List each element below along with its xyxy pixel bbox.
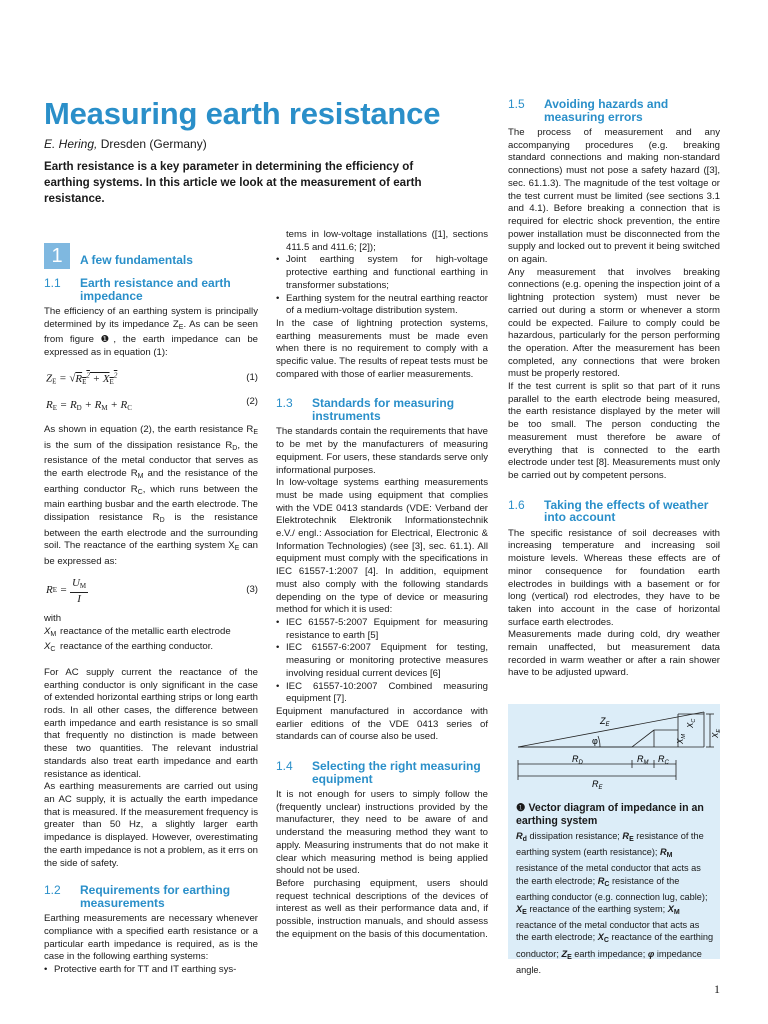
- caption-text: resistance of the earthing conductor (e.g. connection lug, cable);: [516, 875, 708, 902]
- column-2: [276, 229, 488, 941]
- list-item: • Protective earth for TT and IT earthing sys-: [44, 964, 258, 977]
- list-1-2-part1: [44, 964, 258, 977]
- list-1-3: [276, 617, 488, 706]
- paragraph-1-1-c: For AC supply current the reactance of the earthing conductor is only significant in the case of extended horizontal earthing strips or long earth rods. In all other cases, the difference between earth impedance and earth resistance is so small that frequently no distinction is made between these two quantities. The relevant industrial standards also treat earth impedance and earth resistance as identical.: [44, 666, 258, 780]
- caption-symbol: $X_M$: [667, 904, 680, 917]
- symbol-definitions: $X_M$ reactance of the metallic earth electrode $X_C$ reactance of the earthing conductor.: [44, 626, 258, 657]
- paragraph-1-3-c: Equipment manufactured in accordance with earlier editions of the VDE 0413 series of standards can of course also be used.: [276, 705, 488, 743]
- page-number: 1: [714, 982, 720, 996]
- author-place: Dresden (Germany): [97, 137, 207, 151]
- figure-caption: [516, 802, 714, 976]
- label-re: $R_E$: [592, 779, 603, 791]
- column-3: [508, 98, 720, 680]
- paragraph-1-5-b: Any measurement that involves breaking connections (e.g. opening the inspection joint of a lightning protection system) must never be carried out during a storm or whenever a storm could be expected. Failure to comply could be hazardous, particularly for the person performing the operation. After the measurement has been completed, any connections that were broken must be properly restored.: [508, 266, 720, 380]
- caption-text: reactance of the earthing conductor;: [516, 932, 714, 959]
- label-xm: $X_M$: [676, 734, 687, 744]
- vector-rd-angle: [632, 730, 654, 747]
- label-phi: φ: [592, 736, 598, 746]
- caption-symbol: φ: [647, 948, 655, 959]
- caption-text: earth impedance;: [571, 948, 648, 959]
- figure-legend: [516, 830, 714, 976]
- author-name: E. Hering,: [44, 137, 98, 151]
- caption-symbol: $R_E$: [622, 831, 634, 843]
- author-line: [44, 137, 207, 151]
- label-ze: $Z_E$: [600, 716, 610, 728]
- section-1-header: [44, 243, 258, 269]
- paragraph-1-1-d: As earthing measurements are carried out using an AC supply, it is actually the earth impedance that is measured. If the measurement frequency is greater than 50 Hz, a slightly larger earth impedance is displayed. However, overestimating the earth impedance is not a problem, as it errs on the side of safety.: [44, 781, 258, 869]
- section-1-title: A few fundamentals: [80, 253, 193, 268]
- paragraph-1-1-b: As shown in equation (2), the earth resistance $R_E$ is the sum of the dissipation resistance $R_D$, the resistance of the metal conductor that serves as the earth electrode $R_M$ and the resistance of the earthing conductor $R_C$, which runs between the main earthing busbar and the earth electrode. The dissipation resistance $R_D$ is the resistance between the earth electrode and the surrounding soil. The reactance of the earthing system $X_E$ can be expressed as:: [44, 423, 259, 568]
- vector-diagram: [508, 704, 720, 802]
- caption-symbol: $R_d$: [516, 831, 527, 843]
- caption-symbol: $X_E$: [516, 904, 527, 917]
- section-1-1-heading: [44, 277, 258, 302]
- paragraph-1-3-b: In low-voltage systems earthing measurements must be made using equipment that complies with the VDE 0413 standards (VDE: Verband der Elektrotechnik Elektronik Informationstechnik e.V./ engl.: Association for Electrical, Electronic & Information Technologies) (see [3], sec. 61.1). All equipment must comply with the specifications in IEC 61557-1:2007 [4]. In addition, equipment must also comply with the following standards depending on the type of device or measuring method for which it is used:: [276, 477, 488, 616]
- caption-text: resistance of the earthing system (earth resistance);: [516, 831, 704, 858]
- xm-definition: reactance of the metallic earth electrode: [60, 625, 231, 637]
- paragraph-1-5-a: The process of measurement and any accompanying procedures (e.g. breaking standard connections and making non-standard connections) must not pose a safety hazard ([3], sec. 61.1.3). The magnitude of the test voltage or the test current must be limited (see sections 3.1 and 4.1). Before breaking a connection that is required for electric shock prevention, the entire power installation must be disconnected from the supply and locked out to prevent it being switched on again.: [508, 127, 720, 266]
- section-1-4-heading: 1.4 Selecting the right measuring equipment: [276, 759, 481, 786]
- paragraph-1-6-b: Measurements made during cold, dry weather remain unaffected, but measurement data recorded in warm weather or after a rain shower have to be adjusted upward.: [508, 629, 720, 679]
- caption-text: reactance of the metal conductor that acts as the earth electrode;: [516, 920, 700, 943]
- caption-text: impedance angle.: [516, 948, 702, 975]
- paragraph-1-2-a: Earthing measurements are necessary whenever compliance with a specified earth resistance or a particular earth impedance is required, as is the case in the following earthing systems:: [44, 913, 258, 963]
- paragraph-1-4-a: It is not enough for users to simply follow the (frequently unclear) instructions provided by the manufacturer, they need to be aware of and understand the measuring method they want to apply. Measuring instruments that do not make it clear which measuring method is being applied should not be used.: [276, 789, 488, 877]
- paragraph-1-3-a: The standards contain the requirements that have to be met by the manufacturers of measuring equipment. For users, these standards serve only informational purposes.: [276, 426, 488, 476]
- section-1-2-heading: 1.2 Requirements for earthing measurements: [44, 883, 231, 910]
- section-1-6-heading: 1.6 Taking the effects of weather into account: [508, 497, 709, 525]
- section-1-5-heading: 1.5 Avoiding hazards and measuring errors: [508, 97, 669, 124]
- section-1-1-number: 1.1: [44, 276, 61, 290]
- with-label: with: [44, 612, 62, 624]
- caption-symbol: $Z_E$: [561, 948, 572, 961]
- list-item: • Joint earthing system for high-voltage protective earthing and functional earthing in transformer substations;: [276, 254, 488, 292]
- paragraph-1-2-b: In the case of lightning protection systems, earthing measurements must be made even when there is no requirement to comply with a specific value. The results of repeat tests must be compared with those of earlier measurements.: [276, 317, 488, 380]
- caption-text: resistance of the metal conductor that acts as the earth electrode;: [516, 863, 701, 886]
- figure-1-box: [508, 704, 722, 975]
- caption-symbol: $X_C$: [597, 932, 609, 945]
- list-item: tems in low-voltage installations ([1], sections 411.5 and 411.6; [2]);: [286, 229, 488, 253]
- equation-3-number: (3): [246, 584, 258, 596]
- list-item: • IEC 61557-10:2007 Combined measuring equipment [7].: [276, 681, 488, 706]
- label-xe: $X_E$: [711, 728, 722, 738]
- equation-1: $Z_E = √R_E^2 + X_E^2$ (1): [46, 371, 258, 386]
- paragraph-1-6-a: The specific resistance of soil decreases with increasing temperature and increasing soil moisture levels. Whereas these effects are of minor consequence for foundation earth electrodes in buildings with a basement or for long (vertical) rod electrodes, they have to be taken into account in the case of horizontal surface earth electrodes.: [508, 527, 720, 628]
- label-rc: $R_C$: [658, 754, 669, 766]
- caption-text: reactance of the earthing system;: [526, 904, 668, 915]
- label-rm: $R_M$: [637, 754, 649, 766]
- angle-arc: [598, 736, 600, 747]
- paragraph-1-1-a: The efficiency of an earthing system is principally determined by its impedance $Z_E$. As can be seen from figure ❶, the earth impedance can be expressed as in equation (1):: [44, 306, 258, 359]
- article-title: Measuring earth resistance: [44, 96, 441, 131]
- figure-title: ❶ Vector diagram of impedance in an earthing system: [516, 802, 704, 827]
- paragraph-1-5-c: If the test current is split so that part of it runs parallel to the earth electrode being measured, the earth resistance displayed by the meter will be too small. The person conducting the measurement must therefore be aware of everything that is connected to the earth electrode under test [8]. Measurements must only be carried out by competent persons.: [508, 381, 720, 481]
- section-1-number: 1: [44, 243, 70, 269]
- lead-paragraph: Earth resistance is a key parameter in determining the efficiency of earthing systems. In this article we look at the measurement of earth resistance.: [44, 160, 422, 205]
- paragraph-1-4-b: Before purchasing equipment, users should request technical descriptions of the devices of interest as well as their performance data and, if possible, instruction manuals, and should assess the equipment on the basis of this documentation.: [276, 877, 488, 940]
- equation-2: $R_E = R_D + R_M + R_C$ (2): [46, 395, 258, 412]
- equation-1-number: (1): [246, 372, 258, 384]
- caption-symbol: $R_M$: [660, 847, 673, 860]
- list-item: • IEC 61557-6:2007 Equipment for testing, measuring or monitoring protective measures involving residual current devices [6]: [276, 642, 488, 680]
- caption-text: dissipation resistance;: [526, 831, 623, 841]
- equation-3: R E = $U_M$ I (3): [46, 576, 258, 605]
- column-1: [44, 243, 258, 977]
- equation-2-number: (2): [246, 395, 258, 407]
- section-1-3-heading: 1.3 Standards for measuring instruments: [276, 396, 455, 423]
- label-xc: $X_C$: [686, 718, 697, 728]
- list-item: • Earthing system for the neutral earthing reactor of a medium-voltage distribution system.: [276, 293, 488, 318]
- list-1-2-part2: [276, 229, 488, 318]
- caption-symbol: $R_C$: [597, 875, 610, 888]
- section-1-1-title: Earth resistance and earth impedance: [80, 276, 231, 303]
- list-item: • IEC 61557-5:2007 Equipment for measuring resistance to earth [5]: [276, 617, 488, 642]
- xc-definition: reactance of the earthing conductor.: [60, 641, 214, 653]
- label-rd: $R_D$: [572, 754, 583, 766]
